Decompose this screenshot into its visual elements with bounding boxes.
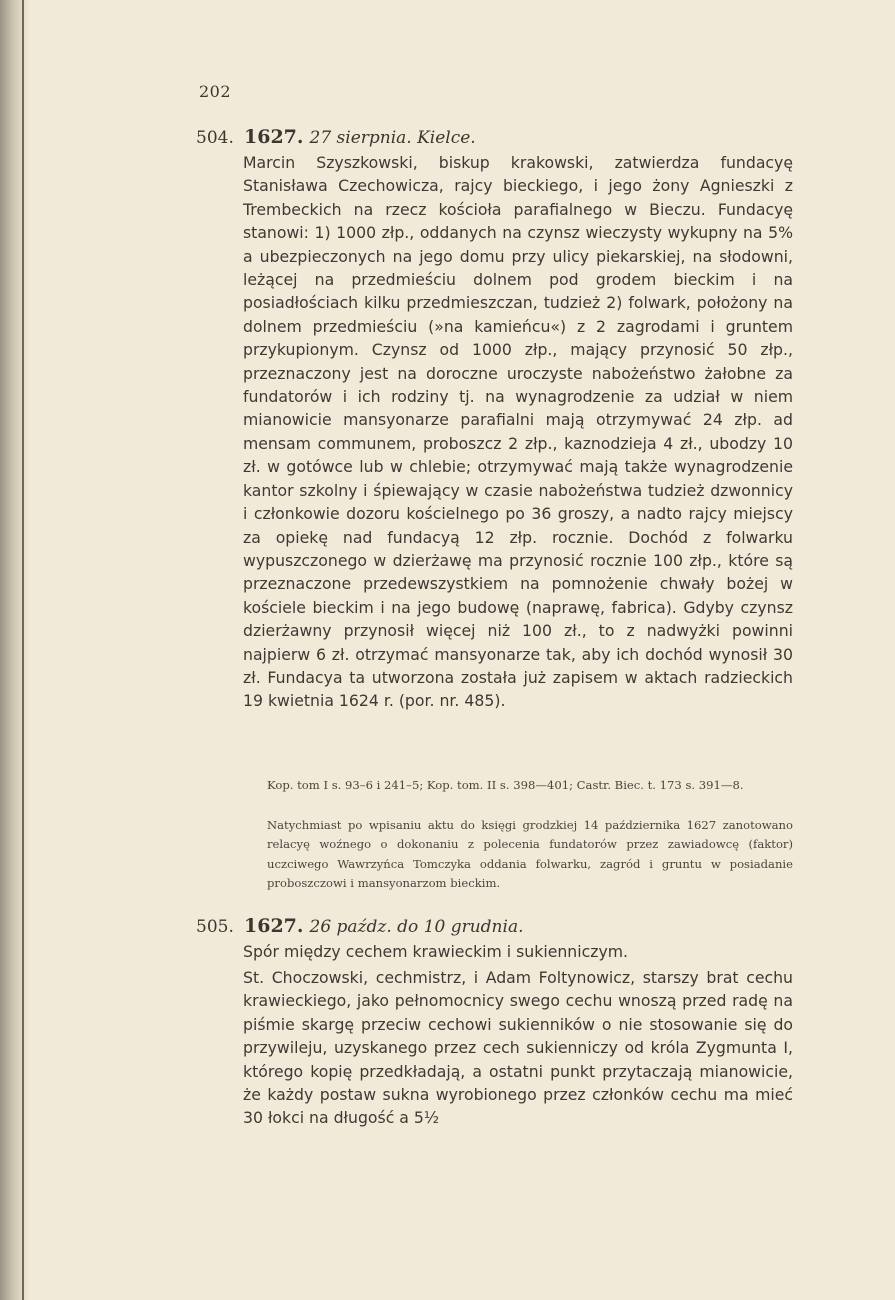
entry-number: 504. xyxy=(196,128,234,148)
entry-505-title: Spór między cechem krawieckim i sukienniczym. xyxy=(243,942,629,961)
entry-504-text: Marcin Szyszkowski, biskup krakowski, zatwierdza fundacyę Stanisława Czechowicza, rajcy bieckiego, i jego żony Agnieszki z Trembeckich na rzecz kościoła parafialnego w Bieczu. Fundacyę stanowi: 1) 1000 złp., oddanych na czynsz wieczysty wykupny na 5% a ubezpieczonych na jego domu przy ulicy piekarskiej, na słodowni, leżącej na przedmieściu dolnem pod grodem bieckim i na posiadłościach kilku przedmieszczan, tudzież 2) folwark, położony na dolnem przedmieściu (»na kamieńcu«) z 2 zagrodami i gruntem przykupionym. Czynsz od 1000 złp., mający przynosić 50 złp., przeznaczony jest na doroczne uroczyste nabożeństwo żałobne za fundatorów i ich rodziny tj. na wynagrodzenie za udział w niem mianowicie mansyonarze parafialni mają otrzymywać 24 złp. ad mensam communem, proboszcz 2 złp., kaznodzieja 4 zł., ubodzy 10 zł. w gotówce lub w chlebie; otrzymywać mają także wynagrodzenie kantor szkolny i śpiewający w czasie nabożeństwa tudzież dzwonnicy i członkowie dozoru kościelnego po 36 groszy, a nadto rajcy miejscy za opiekę nad fundacyą 12 złp. rocznie. Dochód z folwarku wypuszczonego w dzierżawę ma przynosić rocznie 100 złp., które są przeznaczone przedewszystkiem na pomnożenie chwały bożej w kościele bieckim i na jego budowę (naprawę, fabrica). Gdyby czynsz dzierżawny przynosił więcej niż 100 zł., to z nadwyżki powinni najpierw 6 zł. otrzymać mansyonarze tak, aby ich dochód wynosił 30 zł. Fundacya ta utworzona została już zapisem w aktach radzieckich 19 kwietnia 1624 r. (por. nr. 485). xyxy=(243,153,793,711)
entry-year: 1627. xyxy=(244,126,304,148)
entry-505-heading xyxy=(196,915,523,937)
binding-edge xyxy=(22,0,24,1300)
page-number: 202 xyxy=(199,82,232,101)
entry-504-heading xyxy=(196,126,476,148)
entry-number: 505. xyxy=(196,917,234,937)
book-binding-shadow xyxy=(0,0,30,1300)
entry-date: 27 sierpnia. Kielce. xyxy=(309,128,476,148)
entry-504-source-note: Kop. tom I s. 93–6 i 241–5; Kop. tom. II s. 398—401; Castr. Biec. t. 173 s. 391—8. xyxy=(267,778,744,792)
entry-505-text: St. Choczowski, cechmistrz, i Adam Foltynowicz, starszy brat cechu krawieckiego, jako pełnomocnicy swego cechu wnoszą przed radę na piśmie skargę przeciw cechowi sukienników o nie stosowanie się do przywileju, uzyskanego przez cech sukienniczy od króla Zygmunta I, którego kopię przedkładają, a ostatni punkt przytaczają mianowicie, że każdy postaw sukna wyrobionego przez członków cechu ma mieć 30 łokci na długość a 5½ xyxy=(243,968,793,1128)
entry-year: 1627. xyxy=(244,915,304,937)
entry-504-footnote: Natychmiast po wpisaniu aktu do księgi grodzkiej 14 października 1627 zanotowano relacyę woźnego o dokonaniu z polecenia fundatorów przez zawiadowcę (faktor) uczciwego Wawrzyńca Tomczyka oddania folwarku, zagród i gruntu w posiadanie proboszczowi i mansyonarzom bieckim. xyxy=(267,818,793,890)
entry-date: 26 paźdz. do 10 grudnia. xyxy=(309,917,524,937)
